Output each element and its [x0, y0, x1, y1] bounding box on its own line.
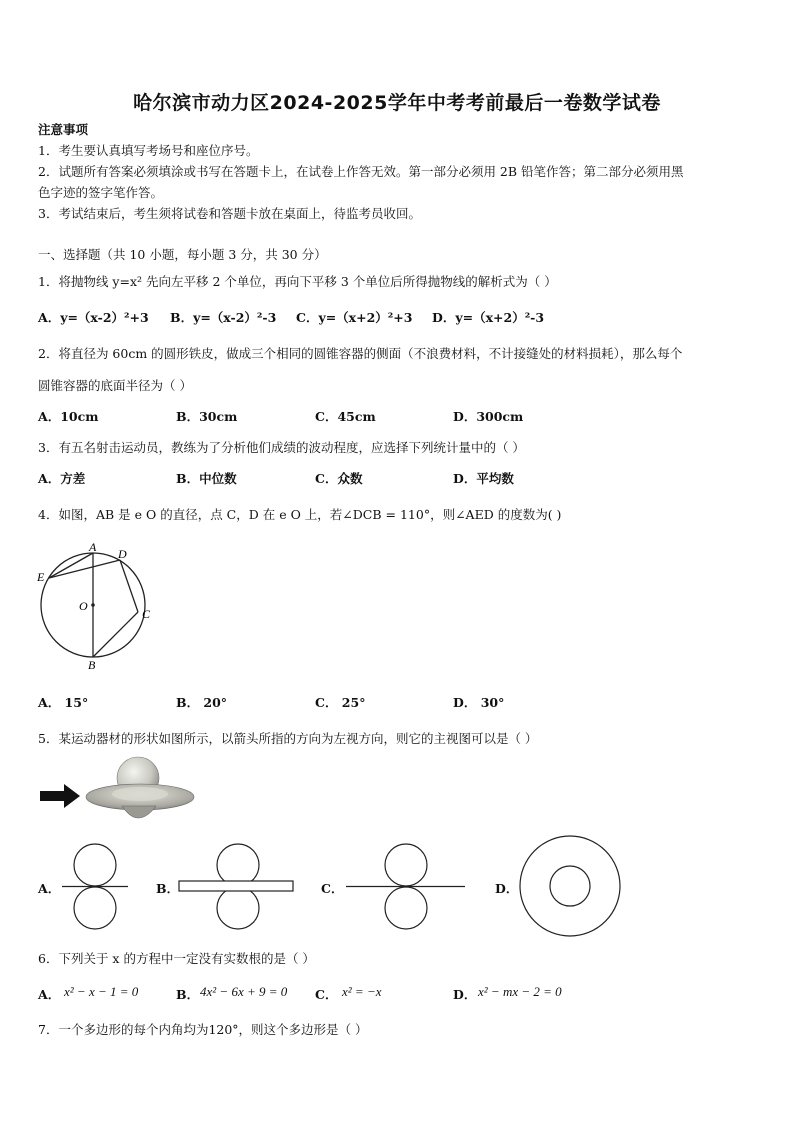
circle-geometry-figure: [30, 538, 160, 673]
label-o: O: [79, 599, 88, 613]
exam-title: 哈尔滨市动力区2024-2025学年中考考前最后一卷数学试卷: [133, 92, 661, 114]
q6-option-b: 4x² − 6x + 9 = 0: [200, 984, 288, 999]
arrow-icon: [40, 784, 80, 808]
q5-option-b-figure: [176, 843, 296, 931]
segment-ed: [49, 560, 120, 578]
q1-option-d: D．y=（x+2）²-3: [432, 310, 545, 325]
q5-option-c-letter: C．: [321, 881, 344, 896]
q1-option-b: B．y=（x-2）²-3: [170, 310, 277, 325]
q1-option-a: A．y=（x-2）²+3: [38, 310, 149, 325]
q6-option-b-letter: B．: [176, 987, 200, 1002]
question-6-stem: 6．下列关于 x 的方程中一定没有实数根的是（ ）: [38, 951, 315, 966]
q5-option-c-figure: [343, 843, 468, 931]
label-d: D: [118, 547, 127, 561]
center-point: [91, 603, 95, 607]
q1-option-c: C．y=（x+2）²+3: [296, 310, 413, 325]
question-5-stem: 5．某运动器材的形状如图所示，以箭头所指的方向为左视方向，则它的主视图可以是（ ）: [38, 731, 538, 746]
q4-option-d: D． 30°: [453, 695, 505, 710]
q5-option-d-letter: D．: [495, 881, 519, 896]
q6-option-c-letter: C．: [315, 987, 338, 1002]
question-1-stem: 1．将抛物线 y=x² 先向左平移 2 个单位，再向下平移 3 个单位后所得抛物线的解析式为（ ）: [38, 274, 557, 289]
notice-item-1: 1．考生要认真填写考场号和座位序号。: [38, 143, 259, 158]
q6-option-c: x² = −x: [342, 984, 382, 999]
section-heading: 一、选择题（共 10 小题，每小题 3 分，共 30 分）: [38, 247, 327, 262]
q5-option-d-figure: [516, 833, 626, 939]
q2-option-c: C．45cm: [315, 409, 376, 424]
q2-option-d: D．300cm: [453, 409, 524, 424]
notice-item-3: 3．考试结束后，考生须将试卷和答题卡放在桌面上，待监考员收回。: [38, 206, 421, 221]
notice-item-2-cont: 色字迹的签字笔作答。: [38, 185, 164, 200]
question-7-stem: 7．一个多边形的每个内角均为120°，则这个多边形是（ ）: [38, 1022, 368, 1037]
label-e: E: [37, 570, 45, 584]
segment-ae: [49, 553, 93, 578]
question-2-stem-line2: 圆锥容器的底面半径为（ ）: [38, 378, 192, 393]
q2-option-b: B．30cm: [176, 409, 238, 424]
q3-option-a: A．方差: [38, 471, 86, 486]
segment-cb: [93, 612, 138, 657]
q4-option-c: C． 25°: [315, 695, 366, 710]
lower-ball: [122, 806, 156, 818]
q4-option-b: B． 20°: [176, 695, 228, 710]
notice-item-2: 2．试题所有答案必须填涂或书写在答题卡上，在试卷上作答无效。第一部分必须用 2B 铅笔作答；第二部分必须用黑: [38, 164, 684, 179]
q3-option-b: B．中位数: [176, 471, 237, 486]
q6-option-d: x² − mx − 2 = 0: [478, 984, 562, 999]
q6-option-a: x² − x − 1 = 0: [64, 984, 139, 999]
q5-option-b-letter: B．: [156, 881, 180, 896]
question-4-stem: 4．如图，AB 是 e O 的直径，点 C，D 在 e O 上，若∠DCB = 110°，则∠AED 的度数为( ): [38, 507, 562, 522]
sports-equipment-photo: [38, 754, 200, 832]
question-2-stem-line1: 2．将直径为 60cm 的圆形铁皮，做成三个相同的圆锥容器的侧面（不浪费材料，不计接缝处的材料损耗），那么每个: [38, 346, 683, 361]
q6-option-d-letter: D．: [453, 987, 477, 1002]
q4-option-a: A． 15°: [38, 695, 89, 710]
label-a: A: [89, 540, 97, 554]
label-c: C: [142, 607, 151, 621]
q6-option-a-letter: A．: [38, 987, 61, 1002]
q3-option-d: D．平均数: [453, 471, 514, 486]
question-3-stem: 3．有五名射击运动员，教练为了分析他们成绩的波动程度，应选择下列统计量中的（ ）: [38, 440, 525, 455]
q2-option-a: A．10cm: [38, 409, 99, 424]
label-b: B: [88, 658, 96, 672]
notice-heading: 注意事项: [38, 122, 89, 137]
q5-option-a-figure: [60, 843, 130, 931]
q5-option-a-letter: A．: [38, 881, 61, 896]
q3-option-c: C．众数: [315, 471, 363, 486]
